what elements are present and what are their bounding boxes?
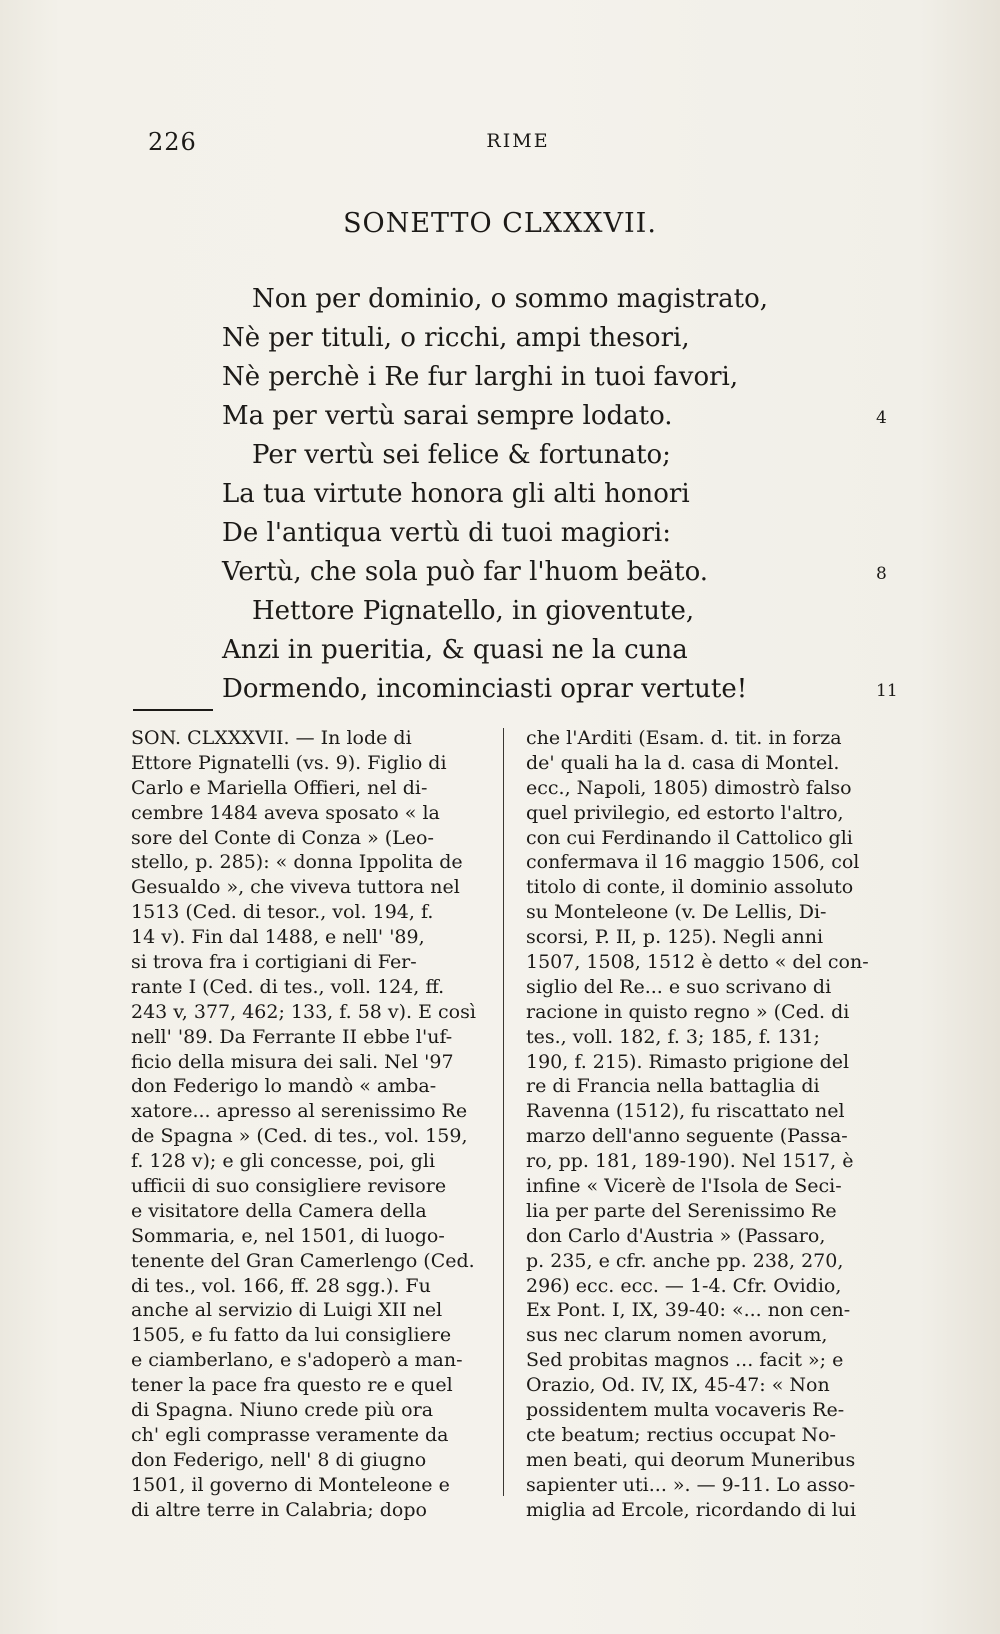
note-line: Carlo e Mariella Offieri, nel di-: [131, 776, 428, 799]
note-line: che l'Arditi (Esam. d. tit. in forza: [526, 727, 842, 749]
note-line: p. 235, e cfr. anche pp. 238, 270,: [526, 1249, 844, 1272]
verse-line: [222, 319, 902, 358]
note-line: tener la pace fra questo re e quel: [131, 1374, 453, 1397]
verse-text: Anzi in pueritia, & quasi ne la cuna: [222, 635, 688, 665]
note-line: cembre 1484 aveva sposato « la: [131, 801, 440, 824]
sonnet-verses: [222, 280, 902, 709]
note-line: si trova fra i cortigiani di Fer-: [131, 951, 417, 974]
note-line: men beati, qui deorum Muneribus: [526, 1448, 856, 1471]
verse-text: Per vertù sei felice & fortunato;: [252, 440, 671, 470]
verse-line: [222, 514, 902, 553]
note-line: confermava il 16 maggio 1506, col: [526, 851, 860, 874]
note-line: re di Francia nella battaglia di: [526, 1075, 820, 1098]
verse-text: Non per dominio, o sommo magistrato,: [252, 284, 768, 314]
verse-text: La tua virtute honora gli alti honori: [222, 479, 690, 509]
verse-number: 4: [876, 408, 887, 428]
note-line: ecc., Napoli, 1805) dimostrò falso: [526, 776, 852, 799]
column-divider: [503, 728, 504, 1496]
verse-text: Ma per vertù sarai sempre lodato.: [222, 401, 673, 431]
note-line: di altre terre in Calabria; dopo: [131, 1498, 427, 1521]
note-line: quel privilegio, ed estorto l'altro,: [526, 801, 844, 824]
note-line: 243 v, 377, 462; 133, f. 58 v). E così: [131, 1000, 476, 1023]
note-line: racione in quisto regno » (Ced. di: [526, 1000, 850, 1023]
note-line: de Spagna » (Ced. di tes., vol. 159,: [131, 1125, 468, 1148]
note-line: don Carlo d'Austria » (Passaro,: [526, 1224, 826, 1247]
note-line: don Federigo, nell' 8 di giugno: [131, 1448, 427, 1471]
note-line: Ravenna (1512), fu riscattato nel: [526, 1100, 845, 1123]
note-line: siglio del Re... e suo scrivano di: [526, 975, 832, 998]
note-line: 1501, il governo di Monteleone e: [131, 1473, 450, 1496]
note-line: 1505, e fu fatto da lui consigliere: [131, 1324, 452, 1347]
page-number: 226: [148, 128, 197, 156]
note-line: rante I (Ced. di tes., voll. 124, ff.: [131, 975, 445, 998]
note-line: 190, f. 215). Rimasto prigione del: [526, 1050, 850, 1073]
commentary-right-column: [526, 726, 892, 1523]
note-line: xatore... apresso al serenissimo Re: [131, 1100, 468, 1123]
verse-line: [222, 280, 902, 319]
verse-line: [222, 631, 902, 670]
commentary-left-column: [131, 726, 497, 1523]
note-line: sus nec clarum nomen avorum,: [526, 1324, 828, 1347]
note-line: Sed probitas magnos ... facit »; e: [526, 1349, 844, 1372]
note-line: Ex Pont. I, IX, 39-40: «... non cen-: [526, 1299, 851, 1322]
note-line: possidentem multa vocaveris Re-: [526, 1399, 845, 1422]
verse-line: [222, 436, 902, 475]
note-line: di tes., vol. 166, ff. 28 sgg.). Fu: [131, 1274, 431, 1297]
note-line: e ciamberlano, e s'adoperò a man-: [131, 1349, 463, 1372]
note-line: miglia ad Ercole, ricordando di lui: [526, 1498, 857, 1521]
sonnet-title: SONETTO CLXXXVII.: [343, 208, 657, 239]
note-line: su Monteleone (v. De Lellis, Di-: [526, 901, 827, 924]
note-line: lia per parte del Serenissimo Re: [526, 1199, 837, 1222]
note-line: cte beatum; rectius occupat No-: [526, 1423, 836, 1446]
verse-text: Nè perchè i Re fur larghi in tuoi favori,: [222, 362, 739, 392]
note-line: titolo di conte, il dominio assoluto: [526, 876, 854, 899]
note-line: don Federigo lo mandò « amba-: [131, 1075, 437, 1098]
note-line: Gesualdo », che viveva tuttora nel: [131, 876, 460, 899]
verse-text: Hettore Pignatello, in gioventute,: [252, 596, 695, 626]
note-line: ch' egli comprasse veramente da: [131, 1423, 449, 1446]
verse-line: [222, 670, 902, 709]
running-head: RIME: [486, 130, 550, 152]
verse-line: [222, 553, 902, 592]
note-line: infine « Vicerè de l'Isola de Seci-: [526, 1175, 842, 1198]
note-line: 1513 (Ced. di tesor., vol. 194, f.: [131, 901, 434, 924]
note-line: Orazio, Od. IV, IX, 45-47: « Non: [526, 1374, 830, 1397]
note-line: Ettore Pignatelli (vs. 9). Figlio di: [131, 751, 447, 774]
note-line: f. 128 v); e gli concesse, poi, gli: [131, 1150, 436, 1173]
note-line: scorsi, P. II, p. 125). Negli anni: [526, 926, 824, 949]
note-line: ufficii di suo consigliere revisore: [131, 1175, 447, 1198]
footnote-rule: [133, 709, 213, 711]
verse-line: [222, 592, 902, 631]
note-line: sore del Conte di Conza » (Leo-: [131, 826, 434, 849]
note-line: sapienter uti... ». — 9-11. Lo asso-: [526, 1473, 856, 1496]
note-line: 14 v). Fin dal 1488, e nell' '89,: [131, 926, 425, 949]
note-line: SON. CLXXXVII. — In lode di: [131, 727, 412, 749]
verse-text: De l'antiqua vertù di tuoi magiori:: [222, 518, 672, 548]
verse-text: Nè per tituli, o ricchi, ampi thesori,: [222, 323, 690, 353]
note-line: stello, p. 285): « donna Ippolita de: [131, 851, 463, 874]
verse-line: [222, 358, 902, 397]
verse-number: 11: [876, 681, 898, 701]
verse-text: Vertù, che sola può far l'huom beäto.: [222, 557, 709, 587]
note-line: tenente del Gran Camerlengo (Ced.: [131, 1249, 475, 1272]
verse-text: Dormendo, incominciasti oprar vertute!: [222, 674, 748, 704]
verse-line: [222, 475, 902, 514]
note-line: marzo dell'anno seguente (Passa-: [526, 1125, 848, 1148]
note-line: ro, pp. 181, 189-190). Nel 1517, è: [526, 1150, 854, 1173]
note-line: ficio della misura dei sali. Nel '97: [131, 1050, 454, 1073]
page-header: [148, 128, 888, 158]
note-line: con cui Ferdinando il Cattolico gli: [526, 826, 853, 849]
note-line: e visitatore della Camera della: [131, 1199, 427, 1222]
note-line: tes., voll. 182, f. 3; 185, f. 131;: [526, 1025, 820, 1048]
note-line: nell' '89. Da Ferrante II ebbe l'uf-: [131, 1025, 453, 1048]
verse-number: 8: [876, 564, 887, 584]
note-line: Sommaria, e, nel 1501, di luogo-: [131, 1224, 445, 1247]
note-line: di Spagna. Niuno crede più ora: [131, 1399, 434, 1422]
note-line: 296) ecc. ecc. — 1-4. Cfr. Ovidio,: [526, 1274, 842, 1297]
note-line: de' quali ha la d. casa di Montel.: [526, 751, 840, 774]
verse-line: [222, 397, 902, 436]
note-line: anche al servizio di Luigi XII nel: [131, 1299, 443, 1322]
note-line: 1507, 1508, 1512 è detto « del con-: [526, 951, 869, 974]
